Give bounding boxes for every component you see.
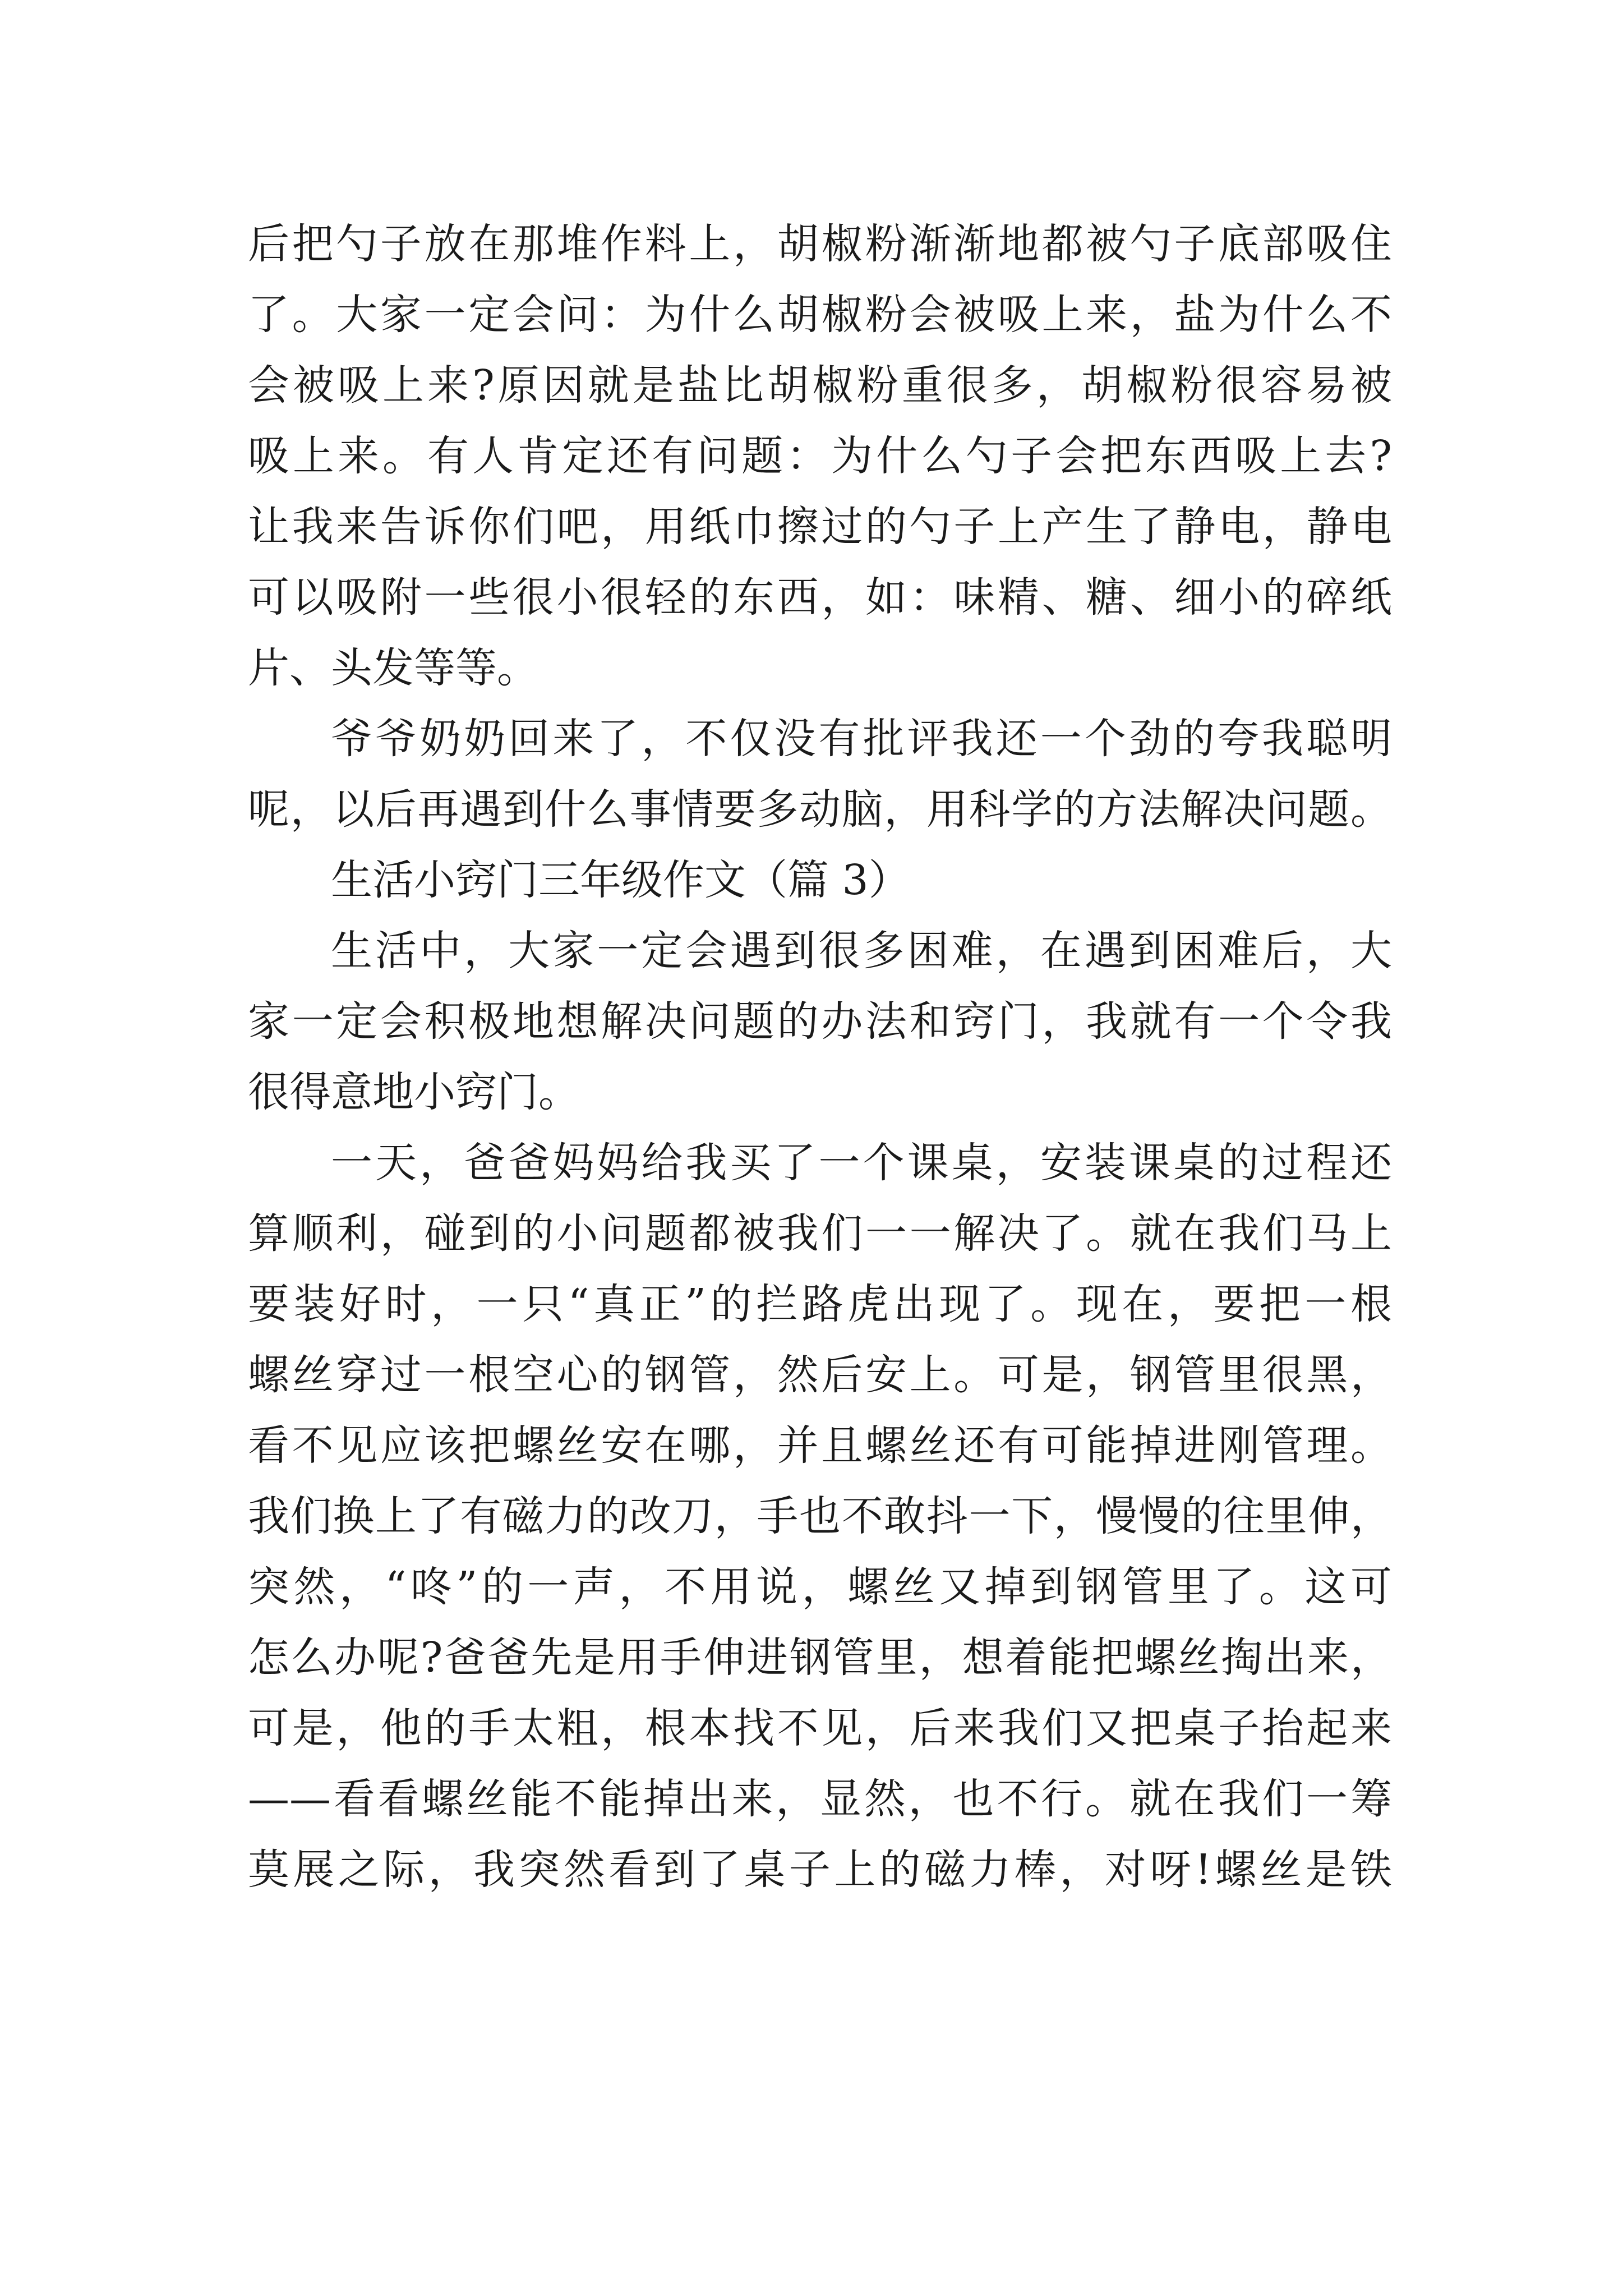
text-line: 看不见应该把螺丝安在哪，并且螺丝还有可能掉进刚管理。 [248,1421,1392,1470]
text-line: 后把勺子放在那堆作料上，胡椒粉渐渐地都被勺子底部吸住 [248,220,1392,268]
text-line: 算顺利，碰到的小问题都被我们一一解决了。就在我们马上 [248,1209,1392,1258]
text-line: 可以吸附一些很小很轻的东西，如：味精、糖、细小的碎纸 [248,573,1392,622]
text-line: 我们换上了有磁力的改刀，手也不敢抖一下，慢慢的往里伸， [248,1492,1392,1540]
text-line: 爷爷奶奶回来了，不仅没有批评我还一个劲的夸我聪明 [331,715,1392,763]
text-line: 要装好时，一只“真正”的拦路虎出现了。现在，要把一根 [248,1280,1392,1328]
section-heading: 生活小窍门三年级作文（篇 3） [331,856,910,904]
text-line: 生活中，大家一定会遇到很多困难，在遇到困难后，大 [331,927,1392,975]
text-line: 莫展之际，我突然看到了桌子上的磁力棒，对呀!螺丝是铁 [248,1846,1392,1894]
text-line: 一天，爸爸妈妈给我买了一个课桌，安装课桌的过程还 [331,1139,1392,1187]
text-line: 让我来告诉你们吧，用纸巾擦过的勺子上产生了静电，静电 [248,503,1392,551]
text-line: 家一定会积极地想解决问题的办法和窍门，我就有一个令我 [248,997,1392,1046]
text-line: 呢，以后再遇到什么事情要多动脑，用科学的方法解决问题。 [248,785,1392,834]
text-line: 吸上来。有人肯定还有问题：为什么勺子会把东西吸上去? [248,432,1392,480]
body-text [248,209,1392,1905]
text-line: 螺丝穿过一根空心的钢管，然后安上。可是，钢管里很黑， [248,1351,1392,1399]
text-line: 片、头发等等。 [248,644,538,692]
text-line: 会被吸上来?原因就是盐比胡椒粉重很多，胡椒粉很容易被 [248,361,1392,409]
text-line: 了。大家一定会问：为什么胡椒粉会被吸上来，盐为什么不 [248,291,1392,339]
text-line: 突然，“咚”的一声，不用说，螺丝又掉到钢管里了。这可 [248,1563,1392,1611]
text-line: 可是，他的手太粗，根本找不见，后来我们又把桌子抬起来 [248,1704,1392,1752]
text-line: 很得意地小窍门。 [248,1068,580,1116]
text-line: ——看看螺丝能不能掉出来，显然，也不行。就在我们一筹 [248,1775,1392,1823]
text-line: 怎么办呢?爸爸先是用手伸进钢管里，想着能把螺丝掏出来， [248,1634,1392,1682]
